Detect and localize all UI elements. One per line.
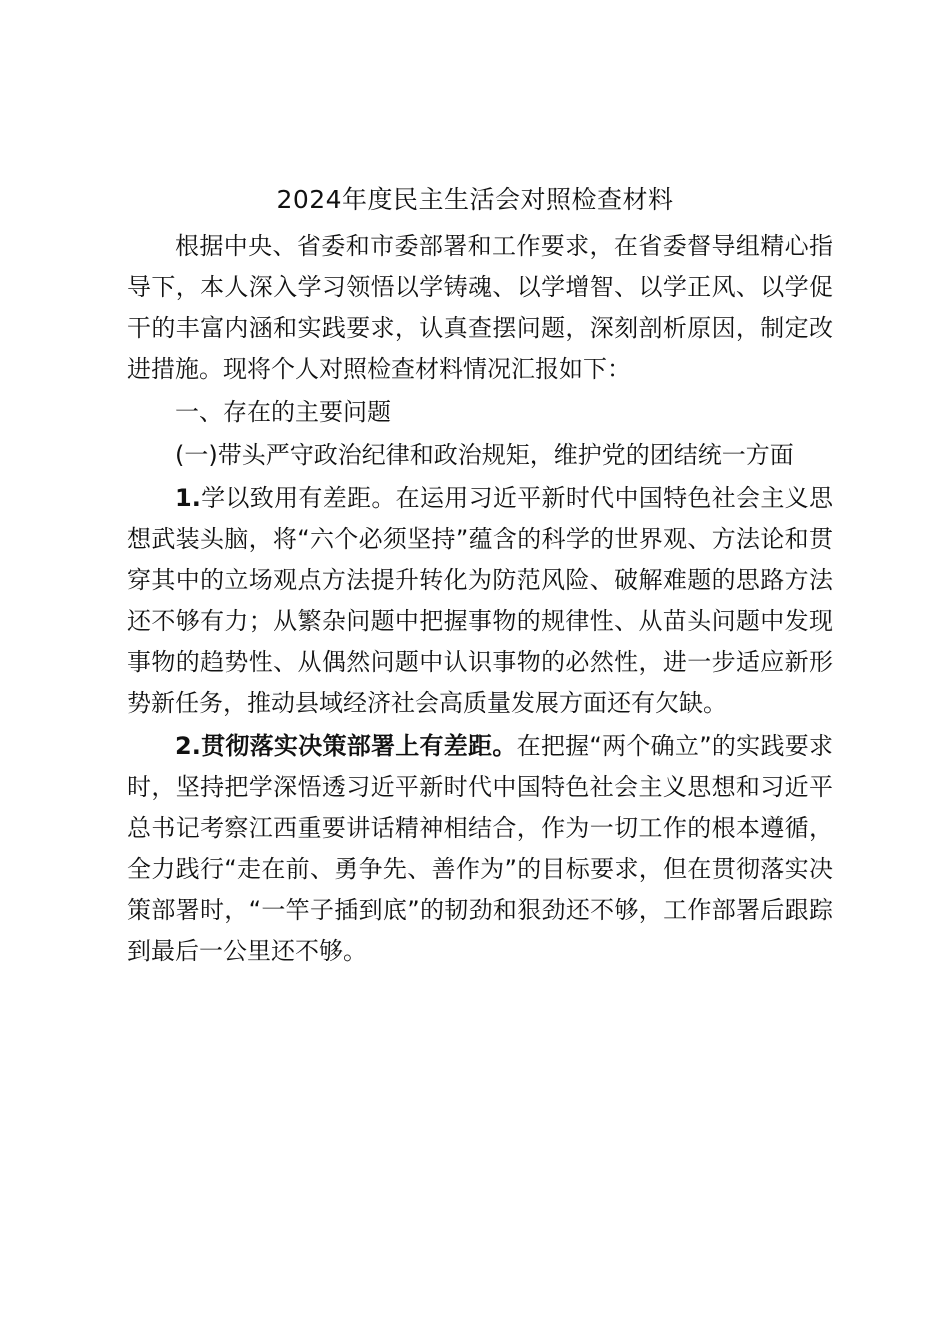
section-heading: 一、存在的主要问题 bbox=[175, 398, 391, 426]
item-1-text: 学以致用有差距。在运用习近平新时代中国特色社会主义思想武装头脑，将“六个必须坚持”蕴含的科学的世界观、方法论和贯穿其中的立场观点方法提升转化为防范风险、破解难题的思路方法还不够有力；从繁杂问题中把握事物的规律性、从苗头问题中发现事物的趋势性、从偶然问题中认识事物的必然性，进一步适应新形势新任务，推动县域经济社会高质量发展方面还有欠缺。 bbox=[127, 484, 833, 717]
item-1-paragraph bbox=[127, 478, 833, 724]
document-body bbox=[127, 226, 833, 974]
subsection-heading: (一)带头严守政治纪律和政治规矩，维护党的团结统一方面 bbox=[175, 441, 794, 469]
item-1-label: 1. bbox=[175, 484, 201, 512]
item-2-text: 在把握“两个确立”的实践要求时，坚持把学深悟透习近平新时代中国特色社会主义思想和习近平总书记考察江西重要讲话精神相结合，作为一切工作的根本遵循，全力践行“走在前、勇争先、善作为”的目标要求，但在贯彻落实决策部署时，“一竿子插到底”的韧劲和狠劲还不够，工作部署后跟踪到最后一公里还不够。 bbox=[127, 732, 833, 965]
item-2-paragraph bbox=[127, 726, 833, 972]
intro-paragraph: 根据中央、省委和市委部署和工作要求，在省委督导组精心指导下，本人深入学习领悟以学铸魂、以学增智、以学正风、以学促干的丰富内涵和实践要求，认真查摆问题，深刻剖析原因，制定改进措施。现将个人对照检查材料情况汇报如下： bbox=[127, 232, 833, 383]
item-2-label: 2.贯彻落实决策部署上有差距。 bbox=[175, 732, 517, 760]
document-title: 2024年度民主生活会对照检查材料 bbox=[276, 185, 674, 214]
